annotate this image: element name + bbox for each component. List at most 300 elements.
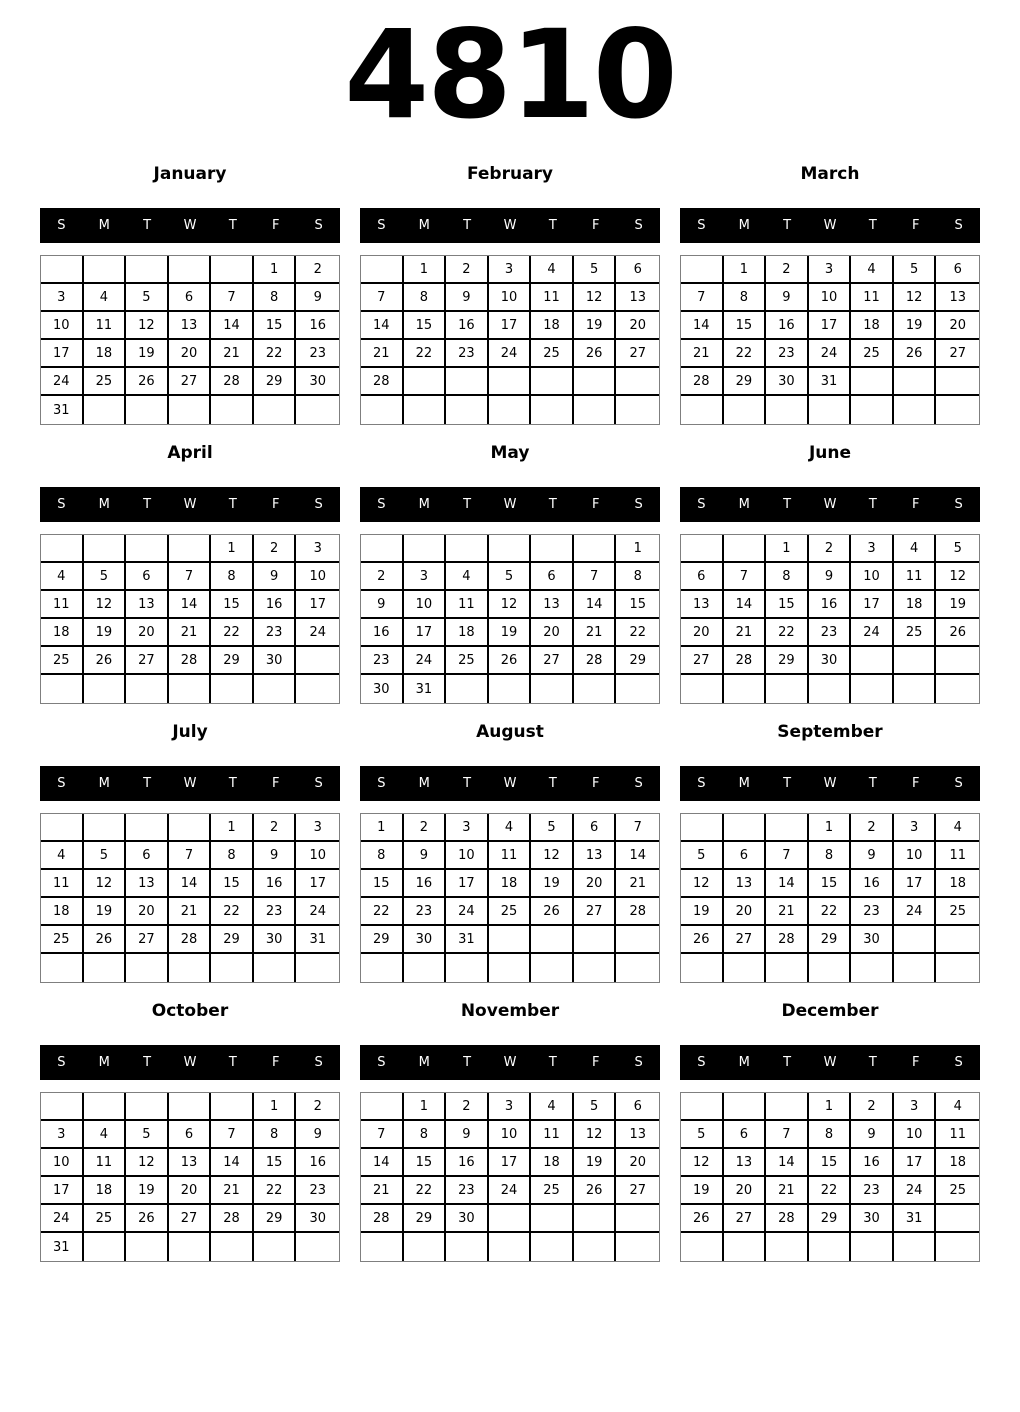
empty-cell [724, 396, 767, 424]
weekday-label: S [377, 218, 386, 233]
day-cell: 26 [489, 647, 532, 675]
day-cell: 10 [489, 1121, 532, 1149]
day-cell: 27 [126, 647, 169, 675]
day-cell: 6 [936, 256, 979, 284]
month-november [360, 1001, 660, 1262]
weekday-label: T [143, 218, 152, 233]
day-cell: 17 [41, 1177, 84, 1205]
day-cell: 25 [531, 1177, 574, 1205]
empty-cell [446, 368, 489, 396]
day-cell: 8 [211, 563, 254, 591]
empty-cell [616, 954, 659, 982]
day-cell: 9 [851, 842, 894, 870]
weekday-label: F [271, 218, 280, 233]
day-cell: 6 [169, 284, 212, 312]
day-cell: 22 [211, 898, 254, 926]
empty-cell [766, 1093, 809, 1121]
day-cell: 26 [681, 1205, 724, 1233]
day-cell: 5 [84, 563, 127, 591]
weekday-label: T [463, 776, 472, 791]
day-cell: 13 [126, 870, 169, 898]
day-cell: 27 [531, 647, 574, 675]
days-grid [360, 813, 660, 983]
weekday-label: T [228, 218, 237, 233]
empty-cell [531, 926, 574, 954]
day-cell: 22 [766, 619, 809, 647]
days-grid [680, 255, 980, 425]
day-cell: 29 [809, 1205, 852, 1233]
day-cell: 12 [574, 1121, 617, 1149]
month-name: August [476, 722, 544, 742]
day-cell: 29 [724, 368, 767, 396]
day-cell: 19 [681, 898, 724, 926]
day-cell: 20 [616, 1149, 659, 1177]
day-cell: 17 [489, 1149, 532, 1177]
empty-cell [169, 1233, 212, 1261]
weekday-label: S [314, 497, 323, 512]
day-cell: 18 [84, 340, 127, 368]
weekday-label: M [418, 1055, 430, 1070]
weekday-label: W [823, 218, 837, 233]
empty-cell [211, 256, 254, 284]
day-cell: 11 [851, 284, 894, 312]
day-cell: 17 [489, 312, 532, 340]
empty-cell [211, 1233, 254, 1261]
empty-cell [766, 396, 809, 424]
day-cell: 27 [616, 1177, 659, 1205]
year-title: 4810 [344, 4, 676, 146]
day-cell: 15 [724, 312, 767, 340]
empty-cell [126, 256, 169, 284]
day-cell: 18 [894, 591, 937, 619]
empty-cell [446, 396, 489, 424]
day-cell: 13 [616, 1121, 659, 1149]
day-cell: 14 [169, 591, 212, 619]
weekday-label: S [697, 776, 706, 791]
month-august [360, 722, 660, 983]
day-cell: 29 [361, 926, 404, 954]
weekday-label: S [377, 497, 386, 512]
empty-cell [574, 926, 617, 954]
weekday-label: F [271, 776, 280, 791]
empty-cell [766, 1233, 809, 1261]
day-cell: 26 [126, 1205, 169, 1233]
empty-cell [851, 1233, 894, 1261]
day-cell: 12 [126, 312, 169, 340]
empty-cell [126, 1233, 169, 1261]
day-cell: 19 [894, 312, 937, 340]
day-cell: 13 [681, 591, 724, 619]
weekday-label: S [57, 1055, 66, 1070]
day-cell: 3 [446, 814, 489, 842]
day-cell: 14 [766, 1149, 809, 1177]
day-cell: 5 [574, 256, 617, 284]
day-cell: 23 [361, 647, 404, 675]
empty-cell [574, 535, 617, 563]
day-cell: 14 [361, 312, 404, 340]
day-cell: 7 [724, 563, 767, 591]
day-cell: 18 [936, 1149, 979, 1177]
empty-cell [489, 535, 532, 563]
weekday-label: M [418, 776, 430, 791]
empty-cell [531, 368, 574, 396]
weekday-label: M [98, 1055, 110, 1070]
weekday-label: T [228, 1055, 237, 1070]
empty-cell [404, 368, 447, 396]
weekday-label: S [314, 776, 323, 791]
weekday-label: F [911, 1055, 920, 1070]
day-cell: 25 [84, 1205, 127, 1233]
day-cell: 27 [126, 926, 169, 954]
month-name: November [460, 1001, 560, 1021]
empty-cell [169, 1093, 212, 1121]
empty-cell [894, 647, 937, 675]
day-cell: 24 [446, 898, 489, 926]
day-cell: 29 [211, 647, 254, 675]
day-cell: 3 [296, 814, 339, 842]
day-cell: 2 [296, 256, 339, 284]
day-cell: 15 [254, 312, 297, 340]
month-july [40, 722, 340, 983]
weekday-label: S [634, 497, 643, 512]
day-cell: 21 [361, 1177, 404, 1205]
day-cell: 9 [296, 284, 339, 312]
empty-cell [126, 954, 169, 982]
weekday-header-bar [40, 766, 340, 801]
day-cell: 14 [211, 312, 254, 340]
empty-cell [169, 814, 212, 842]
day-cell: 11 [84, 1149, 127, 1177]
day-cell: 24 [809, 340, 852, 368]
day-cell: 20 [724, 898, 767, 926]
day-cell: 17 [894, 1149, 937, 1177]
day-cell: 5 [894, 256, 937, 284]
empty-cell [296, 1233, 339, 1261]
day-cell: 9 [254, 563, 297, 591]
day-cell: 2 [254, 814, 297, 842]
day-cell: 13 [724, 1149, 767, 1177]
days-grid [360, 1092, 660, 1262]
day-cell: 15 [766, 591, 809, 619]
day-cell: 10 [851, 563, 894, 591]
day-cell: 25 [936, 1177, 979, 1205]
empty-cell [894, 954, 937, 982]
empty-cell [531, 1233, 574, 1261]
day-cell: 22 [809, 898, 852, 926]
days-grid [40, 255, 340, 425]
day-cell: 31 [296, 926, 339, 954]
day-cell: 19 [126, 1177, 169, 1205]
empty-cell [254, 675, 297, 703]
empty-cell [894, 675, 937, 703]
weekday-label: S [57, 776, 66, 791]
day-cell: 11 [41, 870, 84, 898]
day-cell: 18 [41, 619, 84, 647]
day-cell: 17 [404, 619, 447, 647]
day-cell: 29 [404, 1205, 447, 1233]
day-cell: 30 [446, 1205, 489, 1233]
day-cell: 28 [169, 926, 212, 954]
day-cell: 8 [404, 1121, 447, 1149]
day-cell: 27 [936, 340, 979, 368]
day-cell: 10 [894, 1121, 937, 1149]
day-cell: 30 [361, 675, 404, 703]
empty-cell [84, 675, 127, 703]
day-cell: 7 [681, 284, 724, 312]
day-cell: 21 [361, 340, 404, 368]
empty-cell [936, 926, 979, 954]
month-name: September [777, 722, 883, 742]
day-cell: 17 [296, 870, 339, 898]
day-cell: 2 [254, 535, 297, 563]
weekday-label: S [954, 497, 963, 512]
day-cell: 13 [936, 284, 979, 312]
day-cell: 29 [211, 926, 254, 954]
weekday-label: M [418, 218, 430, 233]
empty-cell [936, 647, 979, 675]
empty-cell [766, 814, 809, 842]
weekday-label: T [868, 218, 877, 233]
day-cell: 28 [766, 1205, 809, 1233]
day-cell: 8 [361, 842, 404, 870]
day-cell: 16 [296, 1149, 339, 1177]
day-cell: 10 [296, 563, 339, 591]
day-cell: 18 [489, 870, 532, 898]
empty-cell [681, 814, 724, 842]
day-cell: 10 [41, 312, 84, 340]
day-cell: 26 [84, 647, 127, 675]
day-cell: 16 [446, 1149, 489, 1177]
day-cell: 28 [169, 647, 212, 675]
day-cell: 24 [296, 898, 339, 926]
day-cell: 22 [361, 898, 404, 926]
weekday-label: M [98, 497, 110, 512]
day-cell: 18 [531, 1149, 574, 1177]
empty-cell [126, 535, 169, 563]
day-cell: 2 [851, 1093, 894, 1121]
empty-cell [41, 256, 84, 284]
weekday-label: S [57, 497, 66, 512]
day-cell: 25 [446, 647, 489, 675]
day-cell: 31 [809, 368, 852, 396]
day-cell: 21 [616, 870, 659, 898]
empty-cell [766, 954, 809, 982]
weekday-header-bar [680, 766, 980, 801]
day-cell: 5 [531, 814, 574, 842]
days-grid [680, 534, 980, 704]
day-cell: 10 [809, 284, 852, 312]
day-cell: 21 [574, 619, 617, 647]
empty-cell [724, 954, 767, 982]
day-cell: 20 [169, 1177, 212, 1205]
day-cell: 2 [446, 1093, 489, 1121]
day-cell: 31 [404, 675, 447, 703]
weekday-label: T [463, 1055, 472, 1070]
day-cell: 16 [296, 312, 339, 340]
day-cell: 17 [446, 870, 489, 898]
day-cell: 1 [404, 1093, 447, 1121]
month-june [680, 443, 980, 704]
empty-cell [84, 954, 127, 982]
day-cell: 17 [41, 340, 84, 368]
day-cell: 1 [404, 256, 447, 284]
empty-cell [41, 954, 84, 982]
day-cell: 4 [446, 563, 489, 591]
day-cell: 19 [126, 340, 169, 368]
weekday-label: S [697, 1055, 706, 1070]
day-cell: 9 [404, 842, 447, 870]
day-cell: 2 [851, 814, 894, 842]
day-cell: 26 [531, 898, 574, 926]
day-cell: 7 [211, 1121, 254, 1149]
empty-cell [851, 954, 894, 982]
day-cell: 11 [936, 842, 979, 870]
day-cell: 17 [809, 312, 852, 340]
day-cell: 7 [361, 1121, 404, 1149]
day-cell: 3 [894, 814, 937, 842]
day-cell: 8 [809, 1121, 852, 1149]
weekday-label: W [823, 776, 837, 791]
day-cell: 30 [809, 647, 852, 675]
empty-cell [446, 1233, 489, 1261]
day-cell: 23 [254, 619, 297, 647]
day-cell: 14 [724, 591, 767, 619]
day-cell: 27 [616, 340, 659, 368]
day-cell: 19 [936, 591, 979, 619]
month-october [40, 1001, 340, 1262]
weekday-header-bar [680, 487, 980, 522]
weekday-label: F [911, 218, 920, 233]
empty-cell [616, 675, 659, 703]
day-cell: 27 [574, 898, 617, 926]
month-april [40, 443, 340, 704]
weekday-label: M [738, 218, 750, 233]
empty-cell [254, 1233, 297, 1261]
weekday-label: S [634, 1055, 643, 1070]
day-cell: 13 [574, 842, 617, 870]
empty-cell [169, 675, 212, 703]
empty-cell [446, 535, 489, 563]
day-cell: 19 [574, 1149, 617, 1177]
day-cell: 23 [296, 340, 339, 368]
day-cell: 9 [809, 563, 852, 591]
day-cell: 18 [936, 870, 979, 898]
day-cell: 7 [574, 563, 617, 591]
day-cell: 12 [126, 1149, 169, 1177]
weekday-header-bar [360, 766, 660, 801]
weekday-label: F [911, 497, 920, 512]
day-cell: 14 [211, 1149, 254, 1177]
day-cell: 18 [84, 1177, 127, 1205]
empty-cell [681, 1093, 724, 1121]
day-cell: 13 [169, 1149, 212, 1177]
empty-cell [531, 396, 574, 424]
day-cell: 4 [936, 814, 979, 842]
day-cell: 1 [724, 256, 767, 284]
day-cell: 28 [616, 898, 659, 926]
day-cell: 4 [84, 284, 127, 312]
empty-cell [936, 1205, 979, 1233]
empty-cell [894, 1233, 937, 1261]
day-cell: 22 [254, 340, 297, 368]
empty-cell [169, 954, 212, 982]
weekday-label: W [823, 497, 837, 512]
day-cell: 1 [254, 1093, 297, 1121]
day-cell: 15 [211, 870, 254, 898]
day-cell: 1 [254, 256, 297, 284]
weekday-label: F [591, 1055, 600, 1070]
day-cell: 26 [894, 340, 937, 368]
days-grid [40, 1092, 340, 1262]
empty-cell [531, 675, 574, 703]
day-cell: 24 [41, 1205, 84, 1233]
day-cell: 2 [361, 563, 404, 591]
month-name: April [167, 443, 213, 463]
month-name: June [808, 443, 852, 463]
empty-cell [254, 954, 297, 982]
empty-cell [169, 256, 212, 284]
empty-cell [84, 1233, 127, 1261]
day-cell: 20 [169, 340, 212, 368]
day-cell: 15 [809, 870, 852, 898]
empty-cell [489, 368, 532, 396]
weekday-label: S [697, 497, 706, 512]
day-cell: 6 [616, 256, 659, 284]
day-cell: 3 [404, 563, 447, 591]
day-cell: 19 [489, 619, 532, 647]
day-cell: 11 [446, 591, 489, 619]
day-cell: 24 [489, 1177, 532, 1205]
empty-cell [809, 675, 852, 703]
empty-cell [296, 647, 339, 675]
day-cell: 1 [211, 814, 254, 842]
empty-cell [809, 954, 852, 982]
day-cell: 5 [681, 842, 724, 870]
weekday-label: T [783, 497, 792, 512]
day-cell: 26 [681, 926, 724, 954]
day-cell: 28 [361, 368, 404, 396]
day-cell: 8 [809, 842, 852, 870]
day-cell: 6 [616, 1093, 659, 1121]
day-cell: 10 [404, 591, 447, 619]
day-cell: 4 [41, 563, 84, 591]
empty-cell [574, 1205, 617, 1233]
day-cell: 6 [574, 814, 617, 842]
weekday-label: M [738, 497, 750, 512]
day-cell: 26 [574, 340, 617, 368]
empty-cell [616, 396, 659, 424]
day-cell: 12 [681, 1149, 724, 1177]
day-cell: 5 [936, 535, 979, 563]
day-cell: 1 [211, 535, 254, 563]
weekday-label: M [98, 776, 110, 791]
weekday-label: S [634, 218, 643, 233]
weekday-header-bar [40, 208, 340, 243]
day-cell: 15 [404, 312, 447, 340]
day-cell: 29 [254, 1205, 297, 1233]
day-cell: 16 [254, 591, 297, 619]
day-cell: 27 [724, 926, 767, 954]
empty-cell [616, 1205, 659, 1233]
empty-cell [41, 814, 84, 842]
empty-cell [446, 954, 489, 982]
days-grid [680, 813, 980, 983]
day-cell: 19 [84, 898, 127, 926]
day-cell: 7 [169, 563, 212, 591]
day-cell: 28 [681, 368, 724, 396]
weekday-label: T [868, 776, 877, 791]
day-cell: 12 [574, 284, 617, 312]
